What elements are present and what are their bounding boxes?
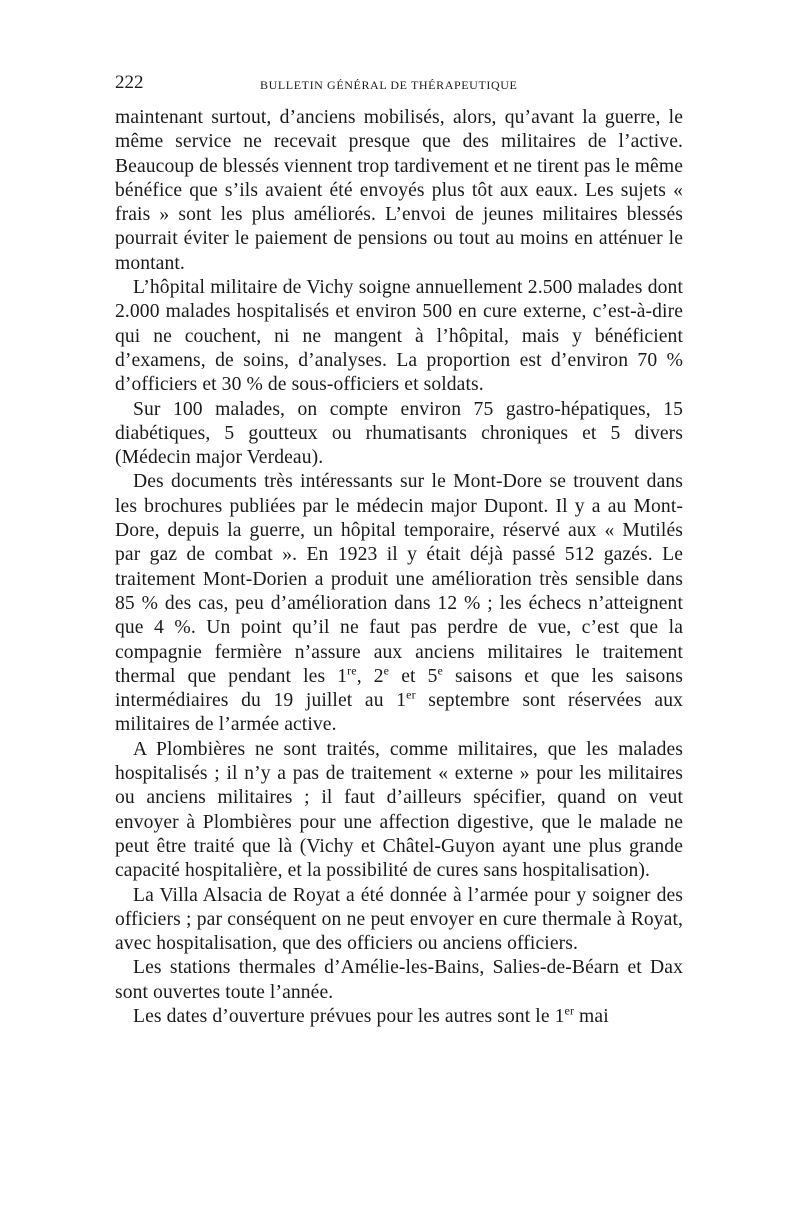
paragraph: La Villa Alsacia de Royat a été donnée à l’armée pour y soigner des officiers ; par conséquent on ne peut envoyer en cure thermale à Royat, avec hospitalisation, que des officiers ou anciens officiers.: [115, 884, 683, 955]
text-run: et 5: [389, 665, 438, 687]
superscript: re: [347, 663, 357, 678]
page-header: [115, 68, 683, 98]
superscript: er: [406, 687, 416, 702]
paragraph: L’hôpital militaire de Vichy soigne annuellement 2.500 malades dont 2.000 malades hospitalisés et environ 500 en cure externe, c’est-à-dire qui ne couchent, ni ne mangent à l’hôpital, mais y bénéficient d’examens, de soins, d’analyses. La proportion est d’environ 70 % d’officiers et 30 % de sous-officiers et soldats.: [115, 277, 683, 396]
page-number: 222: [115, 72, 144, 93]
paragraph: Sur 100 malades, on compte environ 75 gastro-hépatiques, 15 diabétiques, 5 goutteux ou rhumatisants chroniques et 5 divers (Médecin major Verdeau).: [115, 398, 683, 469]
body-text: [115, 106, 683, 1029]
text-run: mai: [574, 1005, 609, 1027]
document-page: [115, 68, 683, 1029]
superscript: e: [383, 663, 390, 678]
text-run: Des documents très intéressants sur le Mont-Dore se trouvent dans les brochures publiées par le médecin major Dupont. Il y a au Mont-Dore, depuis la guerre, un hôpital temporaire, réservé aux « Mutilés par gaz de combat ». En 1923 il y était déjà passé 512 gazés. Le traitement Mont-Dorien a produit une amélioration très sensible dans 85 % des cas, peu d’amélioration dans 12 % ; les échecs n’atteignent que 4 %. Un point qu’il ne faut pas perdre de vue, c’est que la compagnie fermière n’assure aux anciens militaires le traitement thermal que pendant les 1: [115, 471, 683, 687]
paragraph: [115, 470, 683, 737]
running-title: BULLETIN GÉNÉRAL DE THÉRAPEUTIQUE: [260, 78, 518, 92]
paragraph: A Plombières ne sont traités, comme militaires, que les malades hospitalisés ; il n’y a pas de traitement « externe » pour les militaires ou anciens militaires ; il faut d’ailleurs spécifier, quand on veut envoyer à Plombières pour une affection digestive, que le malade ne peut être traité que là (Vichy et Châtel-Guyon ayant une plus grande capacité hospitalière, et la possibilité de cures sans hospitalisation).: [115, 738, 683, 882]
text-run: septembre sont réservées aux militaires de l’armée active.: [115, 690, 683, 736]
text-run: Les dates d’ouverture prévues pour les autres sont le 1: [133, 1005, 565, 1027]
superscript: e: [437, 663, 443, 678]
superscript: er: [564, 1003, 575, 1018]
paragraph: Les stations thermales d’Amélie-les-Bains, Salies-de-Béarn et Dax sont ouvertes toute l’année.: [115, 957, 683, 1003]
paragraph: maintenant surtout, d’anciens mobilisés, alors, qu’avant la guerre, le même service ne recevait presque que des militaires de l’active. Beaucoup de blessés viennent trop tardivement et ne tirent pas le même bénéfice que s’ils avaient été envoyés plus tôt aux eaux. Les sujets « frais » sont les plus améliorés. L’envoi de jeunes militaires blessés pourrait éviter le paiement de pensions ou tout au moins en atténuer le montant.: [115, 107, 683, 274]
text-run: , 2: [356, 665, 384, 687]
paragraph: [115, 1005, 683, 1029]
text-run: saisons et que les saisons intermédiaires du 19 juillet au 1: [115, 665, 683, 712]
